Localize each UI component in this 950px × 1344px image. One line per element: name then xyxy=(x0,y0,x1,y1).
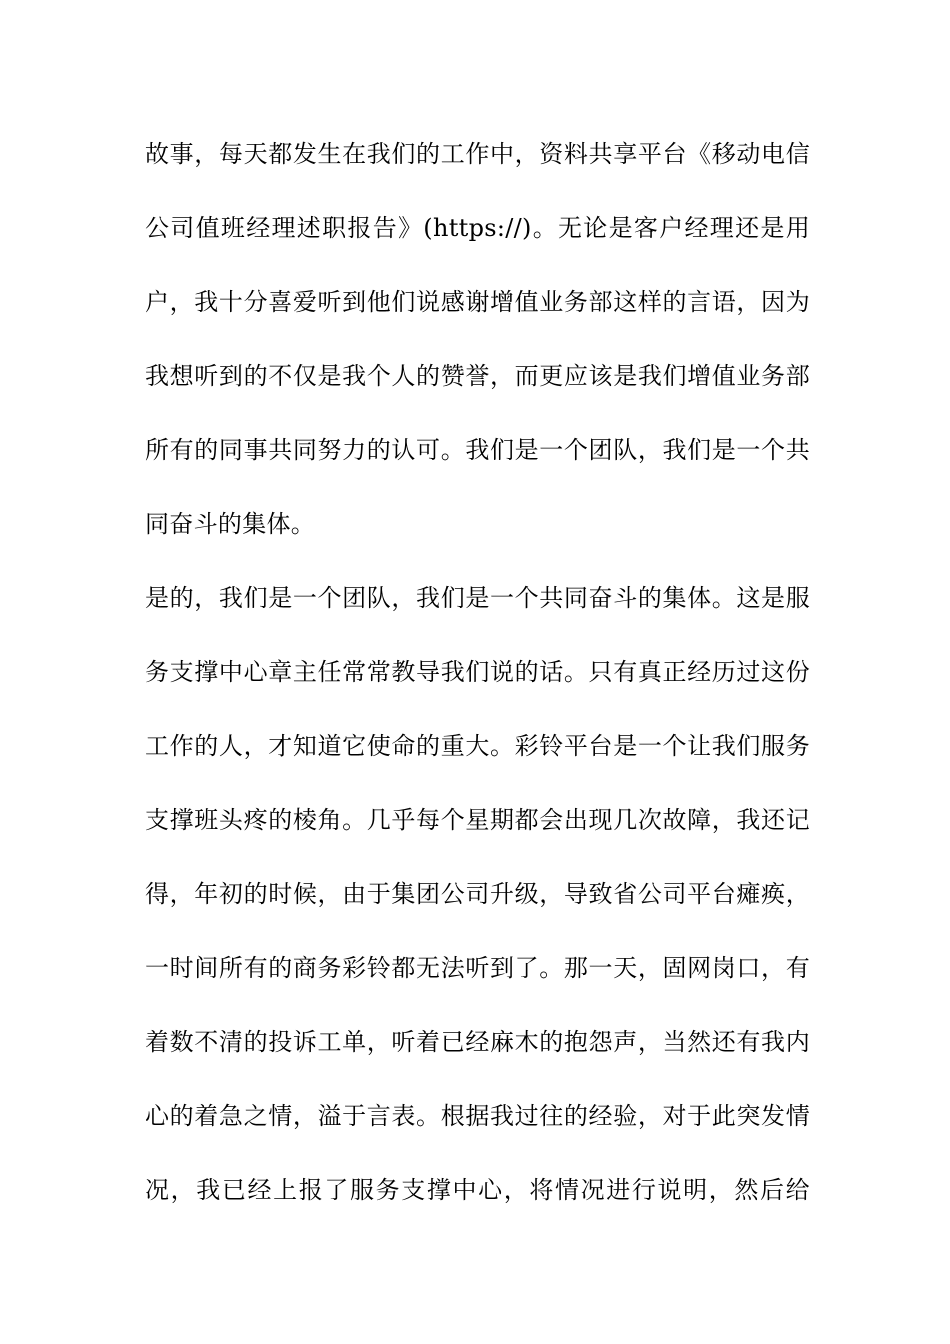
text-line-11: 得，年初的时候，由于集团公司升级，导致省公司平台瘫痪， xyxy=(145,880,810,908)
text-line-7: 是的，我们是一个团队，我们是一个共同奋斗的集体。这是服 xyxy=(145,584,810,612)
text-line-5: 所有的同事共同努力的认可。我们是一个团队，我们是一个共 xyxy=(145,436,810,464)
text-line-2: 公司值班经理述职报告》(https://)。无论是客户经理还是用 xyxy=(145,214,810,242)
text-line-3: 户，我十分喜爱听到他们说感谢增值业务部这样的言语，因为 xyxy=(145,288,810,316)
text-line-6: 同奋斗的集体。 xyxy=(145,510,316,538)
text-line-4: 我想听到的不仅是我个人的赞誉，而更应该是我们增值业务部 xyxy=(145,362,810,390)
text-line-15: 况，我已经上报了服务支撑中心，将情况进行说明，然后给 xyxy=(145,1176,810,1204)
text-line-1: 故事，每天都发生在我们的工作中，资料共享平台《移动电信 xyxy=(145,140,810,168)
text-line-9: 工作的人，才知道它使命的重大。彩铃平台是一个让我们服务 xyxy=(145,732,810,760)
body-text xyxy=(145,127,810,1237)
text-line-13: 着数不清的投诉工单，听着已经麻木的抱怨声，当然还有我内 xyxy=(145,1028,810,1056)
text-line-14: 心的着急之情，溢于言表。根据我过往的经验，对于此突发情 xyxy=(145,1102,810,1130)
text-line-10: 支撑班头疼的棱角。几乎每个星期都会出现几次故障，我还记 xyxy=(145,806,810,834)
text-line-12: 一时间所有的商务彩铃都无法听到了。那一天，固网岗口，有 xyxy=(145,954,810,982)
text-line-8: 务支撑中心章主任常常教导我们说的话。只有真正经历过这份 xyxy=(145,658,810,686)
